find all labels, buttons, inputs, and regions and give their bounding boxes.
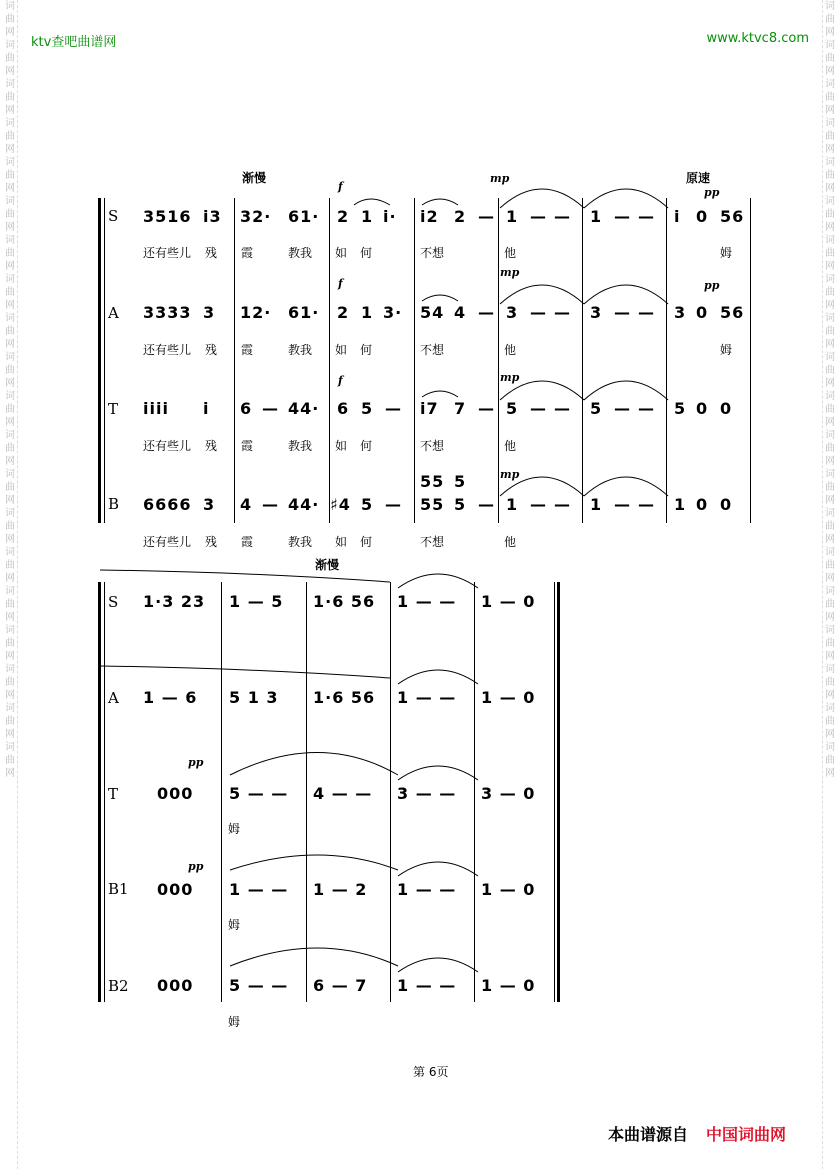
measure: 000: [157, 880, 194, 899]
watermark-glyph: 曲: [5, 482, 15, 493]
voice-label-tenor: T: [108, 400, 119, 418]
watermark-glyph: 曲: [5, 677, 15, 688]
watermark-glyph: 词: [825, 274, 835, 285]
measure: 3 — 0: [481, 784, 536, 803]
watermark-glyph: 网: [5, 378, 15, 389]
watermark-glyph: 曲: [825, 404, 835, 415]
tie-arc: [500, 189, 584, 208]
slur-arc: [230, 948, 398, 966]
watermark-glyph: 曲: [825, 131, 835, 142]
slur-arc: [230, 753, 398, 776]
watermark-glyph: 网: [825, 144, 835, 155]
watermark-glyph: 曲: [825, 482, 835, 493]
tie-arc: [500, 381, 584, 400]
watermark-glyph: 词: [825, 664, 835, 675]
tie-arc: [584, 381, 668, 400]
watermark-glyph: 曲: [825, 53, 835, 64]
measure: 1 — 0: [481, 592, 536, 611]
watermark-glyph: 词: [825, 196, 835, 207]
measure: 3 — —: [397, 784, 457, 803]
measure: 1 — 5: [229, 592, 284, 611]
dynamic-pp: pp: [704, 279, 720, 292]
watermark-glyph: 词: [825, 625, 835, 636]
watermark-glyph: 曲: [825, 677, 835, 688]
watermark-glyph: 词: [5, 508, 15, 519]
dynamic-f: f: [338, 374, 343, 387]
watermark-glyph: 曲: [825, 248, 835, 259]
watermark-glyph: 网: [5, 495, 15, 506]
site-header-right[interactable]: www.ktvc8.com: [706, 31, 809, 46]
watermark-glyph: 词: [825, 313, 835, 324]
watermark-glyph: 曲: [825, 560, 835, 571]
site-header-left[interactable]: ktv查吧曲谱网: [31, 35, 117, 50]
watermark-glyph: 曲: [5, 638, 15, 649]
tie-arc: [398, 958, 478, 972]
measure: 5 1 3: [229, 688, 279, 707]
slur-arc: [422, 199, 458, 205]
watermark-glyph: 网: [825, 300, 835, 311]
watermark-glyph: 曲: [825, 170, 835, 181]
watermark-glyph: 词: [825, 703, 835, 714]
voice-label-soprano: S: [108, 207, 119, 225]
tie-arc: [500, 477, 584, 496]
dynamic-pp: pp: [704, 186, 720, 199]
watermark-glyph: 网: [5, 534, 15, 545]
measure: 000: [157, 784, 194, 803]
tempo-mark-a-tempo: 原速: [686, 171, 711, 185]
watermark-glyph: 词: [825, 430, 835, 441]
watermark-glyph: 词: [5, 586, 15, 597]
watermark-glyph: 曲: [5, 365, 15, 376]
dynamic-f: f: [338, 180, 343, 193]
rit-line: [100, 570, 390, 582]
footer-source: [608, 1122, 786, 1145]
watermark-glyph: 曲: [825, 14, 835, 25]
slur-arc: [354, 199, 390, 205]
measure: 1 — —: [229, 880, 289, 899]
watermark-glyph: 曲: [5, 287, 15, 298]
watermark-glyph: 词: [825, 40, 835, 51]
watermark-glyph: 词: [825, 547, 835, 558]
watermark-glyph: 曲: [5, 14, 15, 25]
watermark-glyph: 网: [5, 27, 15, 38]
tie-arc: [584, 189, 668, 208]
tie-arc: [398, 766, 478, 780]
measure: 1·6 56: [313, 688, 376, 707]
watermark-glyph: 网: [825, 573, 835, 584]
watermark-glyph: 词: [5, 625, 15, 636]
watermark-glyph: 词: [5, 391, 15, 402]
measure: 1·6 56: [313, 592, 376, 611]
measure: 5 — —: [229, 976, 289, 995]
watermark-glyph: 曲: [5, 443, 15, 454]
tie-arc: [398, 670, 478, 684]
watermark-glyph: 网: [825, 690, 835, 701]
footer-source-text: 本曲谱源自: [608, 1125, 689, 1144]
measure: 1 — 0: [481, 688, 536, 707]
watermark-glyph: 网: [5, 690, 15, 701]
watermark-glyph: 网: [825, 768, 835, 779]
tie-arc: [584, 477, 668, 496]
watermark-glyph: 网: [825, 651, 835, 662]
watermark-glyph: 网: [5, 105, 15, 116]
tempo-mark-rit: 渐慢: [242, 171, 267, 185]
watermark-glyph: 词: [825, 391, 835, 402]
measure: 1 — 0: [481, 976, 536, 995]
dynamic-pp: pp: [188, 860, 204, 873]
watermark-glyph: 曲: [5, 248, 15, 259]
tie-arc: [500, 285, 584, 304]
measure: 4 — —: [313, 784, 373, 803]
watermark-glyph: 网: [5, 183, 15, 194]
measure: 5 — —: [229, 784, 289, 803]
page-number: 第 6页: [413, 1065, 449, 1079]
watermark-glyph: 网: [825, 417, 835, 428]
watermark-glyph: 词: [5, 79, 15, 90]
measure: 1 — —: [397, 688, 457, 707]
watermark-glyph: 网: [825, 27, 835, 38]
dynamic-mp: mp: [490, 172, 510, 185]
watermark-glyph: 词: [825, 79, 835, 90]
watermark-glyph: 网: [5, 573, 15, 584]
voice-label-soprano: S: [108, 593, 119, 611]
watermark-glyph: 网: [825, 729, 835, 740]
voice-label-bass2: B2: [108, 977, 129, 995]
measure: 000: [157, 976, 194, 995]
watermark-glyph: 网: [825, 183, 835, 194]
watermark-glyph: 词: [825, 508, 835, 519]
watermark-glyph: 网: [5, 612, 15, 623]
slur-arc: [230, 855, 398, 870]
watermark-glyph: 曲: [825, 365, 835, 376]
measure: 1 — —: [397, 880, 457, 899]
watermark-glyph: 词: [825, 1, 835, 12]
watermark-glyph: 词: [825, 235, 835, 246]
rit-line: [100, 666, 390, 678]
voice-label-alto: A: [108, 689, 119, 707]
watermark-glyph: 词: [825, 157, 835, 168]
dynamic-mp: mp: [500, 468, 520, 481]
watermark-glyph: 词: [825, 469, 835, 480]
measure: 1 — 2: [313, 880, 368, 899]
tie-arc: [398, 862, 478, 876]
lyric: 姆: [228, 918, 241, 932]
watermark-glyph: 曲: [5, 92, 15, 103]
watermark-glyph: 网: [5, 66, 15, 77]
watermark-glyph: 网: [825, 222, 835, 233]
voice-label-bass1: B1: [108, 880, 129, 898]
watermark-glyph: 网: [5, 651, 15, 662]
measure: 1 — —: [397, 592, 457, 611]
watermark-glyph: 词: [5, 118, 15, 129]
watermark-glyph: 词: [5, 703, 15, 714]
watermark-glyph: 网: [5, 456, 15, 467]
dynamic-mp: mp: [500, 266, 520, 279]
watermark-glyph: 网: [825, 66, 835, 77]
tie-arc: [584, 285, 668, 304]
watermark-glyph: 曲: [825, 521, 835, 532]
watermark-glyph: 词: [5, 40, 15, 51]
watermark-glyph: 曲: [5, 131, 15, 142]
watermark-glyph: 网: [5, 300, 15, 311]
lyric: 姆: [228, 822, 241, 836]
measure: 1 — —: [397, 976, 457, 995]
watermark-glyph: 词: [5, 664, 15, 675]
watermark-glyph: 词: [5, 157, 15, 168]
measure: 6 — 7: [313, 976, 368, 995]
watermark-glyph: 网: [5, 417, 15, 428]
watermark-glyph: 曲: [825, 287, 835, 298]
watermark-glyph: 网: [5, 261, 15, 272]
dynamic-mp: mp: [500, 371, 520, 384]
watermark-glyph: 词: [825, 352, 835, 363]
watermark-glyph: 网: [825, 339, 835, 350]
voice-label-bass: B: [108, 495, 120, 513]
watermark-glyph: 曲: [825, 443, 835, 454]
dynamic-f: f: [338, 277, 343, 290]
footer-site-link[interactable]: 中国词曲网: [706, 1125, 787, 1144]
watermark-glyph: 词: [5, 352, 15, 363]
watermark-glyph: 网: [5, 339, 15, 350]
watermark-glyph: 曲: [825, 209, 835, 220]
watermark-glyph: 曲: [825, 755, 835, 766]
measure: 1 — 6: [143, 688, 198, 707]
watermark-glyph: 网: [825, 105, 835, 116]
watermark-glyph: 网: [5, 729, 15, 740]
voice-label-tenor: T: [108, 785, 119, 803]
watermark-glyph: 词: [5, 547, 15, 558]
watermark-glyph: 网: [5, 768, 15, 779]
watermark-glyph: 词: [5, 430, 15, 441]
dynamic-pp: pp: [188, 756, 204, 769]
watermark-glyph: 网: [825, 378, 835, 389]
watermark-glyph: 网: [825, 495, 835, 506]
watermark-glyph: 词: [5, 274, 15, 285]
watermark-glyph: 曲: [5, 599, 15, 610]
watermark-glyph: 词: [5, 196, 15, 207]
watermark-glyph: 网: [825, 612, 835, 623]
slur-arc: [422, 391, 458, 397]
watermark-glyph: 曲: [5, 53, 15, 64]
lyric: 姆: [228, 1015, 241, 1029]
watermark-glyph: 词: [825, 586, 835, 597]
watermark-glyph: 词: [825, 742, 835, 753]
watermark-glyph: 网: [5, 144, 15, 155]
watermark-glyph: 词: [5, 742, 15, 753]
watermark-glyph: 曲: [5, 209, 15, 220]
watermark-glyph: 曲: [825, 716, 835, 727]
watermark-glyph: 曲: [5, 404, 15, 415]
watermark-glyph: 曲: [825, 326, 835, 337]
measure: 1·3 23: [143, 592, 206, 611]
watermark-glyph: 词: [5, 1, 15, 12]
voice-label-alto: A: [108, 304, 119, 322]
watermark-glyph: 词: [5, 235, 15, 246]
watermark-glyph: 曲: [825, 599, 835, 610]
watermark-glyph: 曲: [825, 638, 835, 649]
measure: 1 — 0: [481, 880, 536, 899]
tempo-mark-rit: 渐慢: [315, 558, 340, 572]
watermark-glyph: 网: [825, 261, 835, 272]
watermark-glyph: 网: [825, 534, 835, 545]
watermark-glyph: 网: [5, 222, 15, 233]
tie-arc: [398, 574, 478, 588]
watermark-glyph: 网: [825, 456, 835, 467]
watermark-glyph: 词: [5, 313, 15, 324]
watermark-glyph: 曲: [5, 170, 15, 181]
watermark-glyph: 曲: [5, 326, 15, 337]
watermark-glyph: 曲: [5, 716, 15, 727]
watermark-glyph: 词: [825, 118, 835, 129]
watermark-glyph: 曲: [5, 560, 15, 571]
slur-arc: [422, 295, 458, 301]
watermark-glyph: 词: [5, 469, 15, 480]
watermark-glyph: 曲: [825, 92, 835, 103]
watermark-glyph: 曲: [5, 521, 15, 532]
watermark-glyph: 曲: [5, 755, 15, 766]
